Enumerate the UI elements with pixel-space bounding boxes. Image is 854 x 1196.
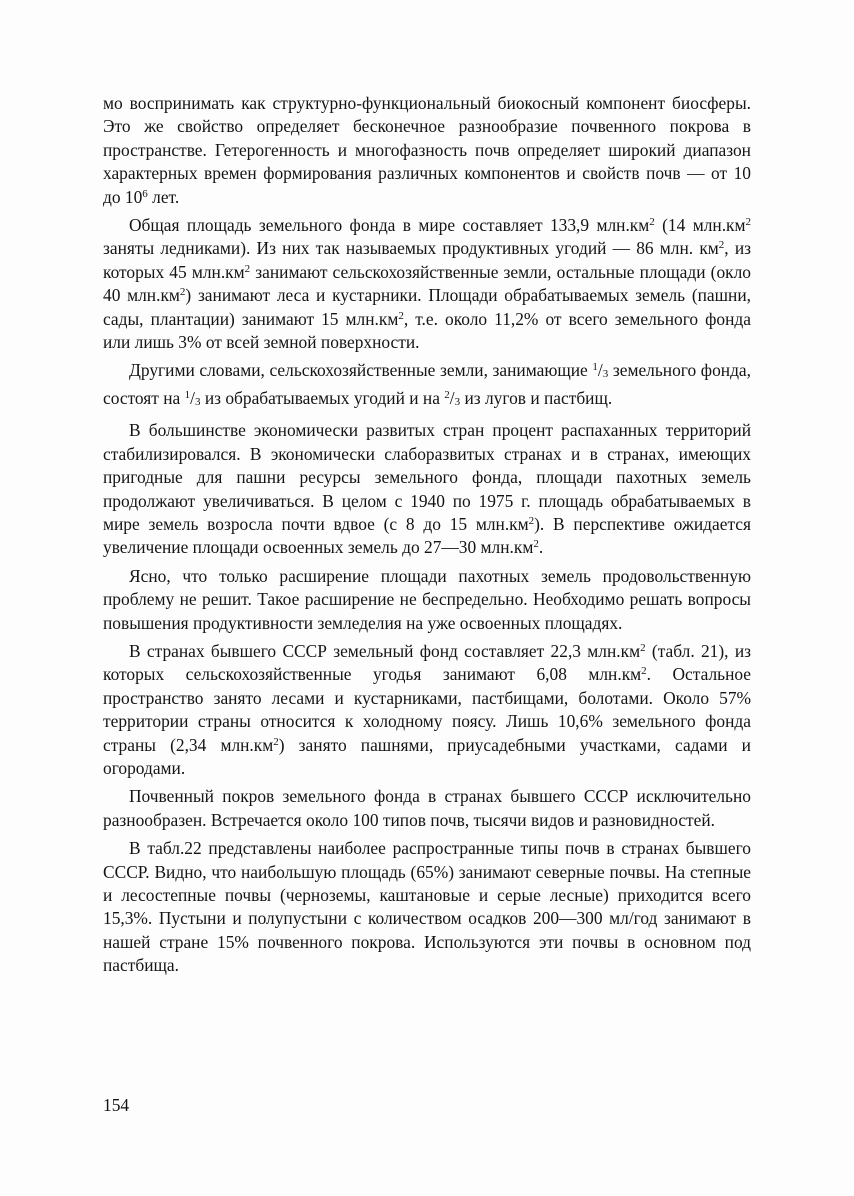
paragraph-4: В большинстве экономически развитых стран процент распаханных территорий стабилизировался. В экономически слаборазвитых странах и в странах, имеющих пригодные для пашни ресурсы земельного фонда, площади пахотных земель продолжают увеличиваться. В целом с 1940 по 1975 г. площадь обрабатываемых в мире земель возросла почти вдвое (с 8 до 15 $млн.км^2$). В перспективе ожидается увеличение площади освоенных земель до 27—30 $млн.км^2$. bbox=[103, 420, 751, 558]
paragraph-3: Другими словами, сельскохозяйственные земли, занимающие $^1/_3$ земельного фонда, состоят на $^1/_3$ из обрабатываемых угодий и на $^2/_3$ из лугов и пастбищ. bbox=[103, 360, 751, 408]
paragraph-8: В табл.22 представлены наиболее распространные типы почв в странах бывшего СССР. Видно, что наибольшую площадь (65%) занимают северные почвы. На степные и лесостепные почвы (черноземы, каштановые и серые лесные) приходится всего 15,3%. Пустыни и полупустыни с количеством осадков 200—300 мл/год занимают в нашей стране 15% почвенного покрова. Используются эти почвы в основном под пастбища. bbox=[103, 838, 751, 976]
paragraph-1: мо воспринимать как структурно-функциональный биокосный компонент биосферы. Это же свойство определяет бесконечное разнообразие почвенного покрова в пространстве. Гетерогенность и многофазность почв определяет широкий диапазон характерных времен формирования различных компонентов и свойств почв — от 10 до $10^6$ лет. bbox=[103, 93, 751, 207]
body-text bbox=[103, 92, 751, 983]
paragraph-7: Почвенный покров земельного фонда в странах бывшего СССР исключительно разнообразен. Встречается около 100 типов почв, тысячи видов и разновидностей. bbox=[103, 786, 751, 830]
page-number: 154 bbox=[103, 1095, 130, 1115]
paragraph-2: Общая площадь земельного фонда в мире составляет 133,9 $млн.км^2$ (14 $млн.км^2$ заняты ледниками). Из них так называемых продуктивных угодий — 86 млн. $км^2$, из которых 45 $млн.км^2$ занимают сельскохозяйственные земли, остальные площади (окло 40 $млн.км^2$) занимают леса и кустарники. Площади обрабатываемых земель (пашни, сады, плантации) занимают 15 $млн.км^2$, т.е. около 11,2% от всего земельного фонда или лишь 3% от всей земной поверхности. bbox=[103, 215, 752, 353]
paragraph-6: В странах бывшего СССР земельный фонд составляет 22,3 $млн.км^2$ (табл. 21), из которых сельскохозяйственные угодья занимают 6,08 $млн.км^2$. Остальное пространство занято лесами и кустарниками, пастбищами, болотами. Около 57% территории страны относится к холодному поясу. Лишь 10,6% земельного фонда страны (2,34 $млн.км^2$) занято пашнями, приусадебными участками, садами и огородами. bbox=[103, 640, 752, 778]
paragraph-5: Ясно, что только расширение площади пахотных земель продовольственную проблему не решит. Такое расширение не беспредельно. Необходимо решать вопросы повышения продуктивности земледелия на уже освоенных площадях. bbox=[103, 565, 751, 633]
